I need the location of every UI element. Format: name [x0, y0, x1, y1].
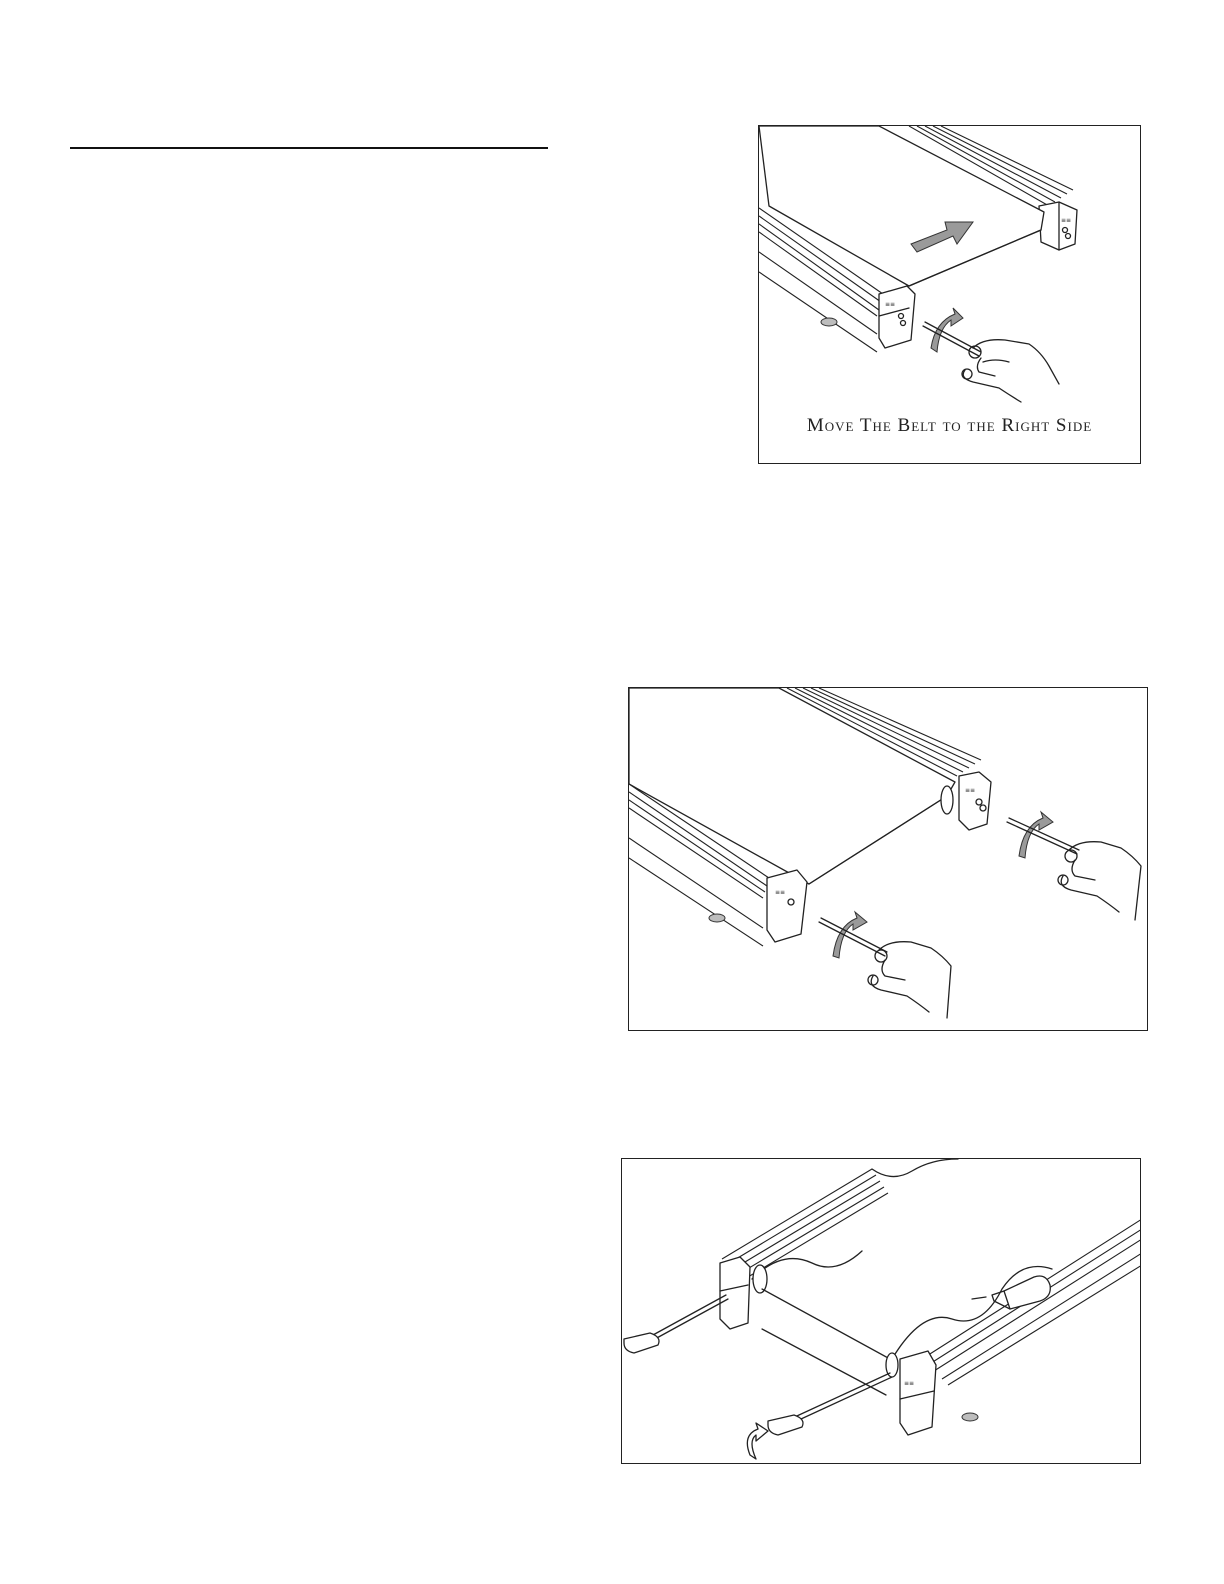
t-handle-icon — [624, 1333, 659, 1353]
section-heading-rule — [70, 147, 548, 149]
svg-text:≡≡: ≡≡ — [775, 889, 786, 896]
svg-text:≡≡: ≡≡ — [965, 787, 976, 794]
figure-deck-lubrication — [621, 1158, 1141, 1464]
hand — [871, 942, 951, 1018]
hand — [1061, 842, 1141, 920]
hex-key — [923, 322, 981, 356]
svg-text:≡≡: ≡≡ — [1061, 217, 1072, 224]
svg-text:≡≡: ≡≡ — [904, 1380, 915, 1387]
figure-belt-tension — [628, 687, 1148, 1031]
belt — [629, 688, 955, 884]
far-rail — [720, 1159, 958, 1329]
figure-caption: Move The Belt to the Right Side — [806, 415, 1093, 436]
treadmill-illustration-3 — [622, 1159, 1141, 1464]
belt — [762, 1289, 890, 1395]
hex-key — [786, 1373, 892, 1425]
rotation-arrow-icon — [747, 1423, 768, 1459]
svg-text:≡≡: ≡≡ — [885, 301, 896, 308]
treadmill-illustration-1 — [759, 126, 1141, 464]
t-handle-icon — [768, 1415, 803, 1435]
figure-belt-right-side — [758, 125, 1141, 464]
near-rail — [886, 1219, 1141, 1435]
rotation-arrow-icon — [833, 912, 867, 958]
treadmill-illustration-2 — [629, 688, 1148, 1031]
hand — [963, 340, 1059, 402]
